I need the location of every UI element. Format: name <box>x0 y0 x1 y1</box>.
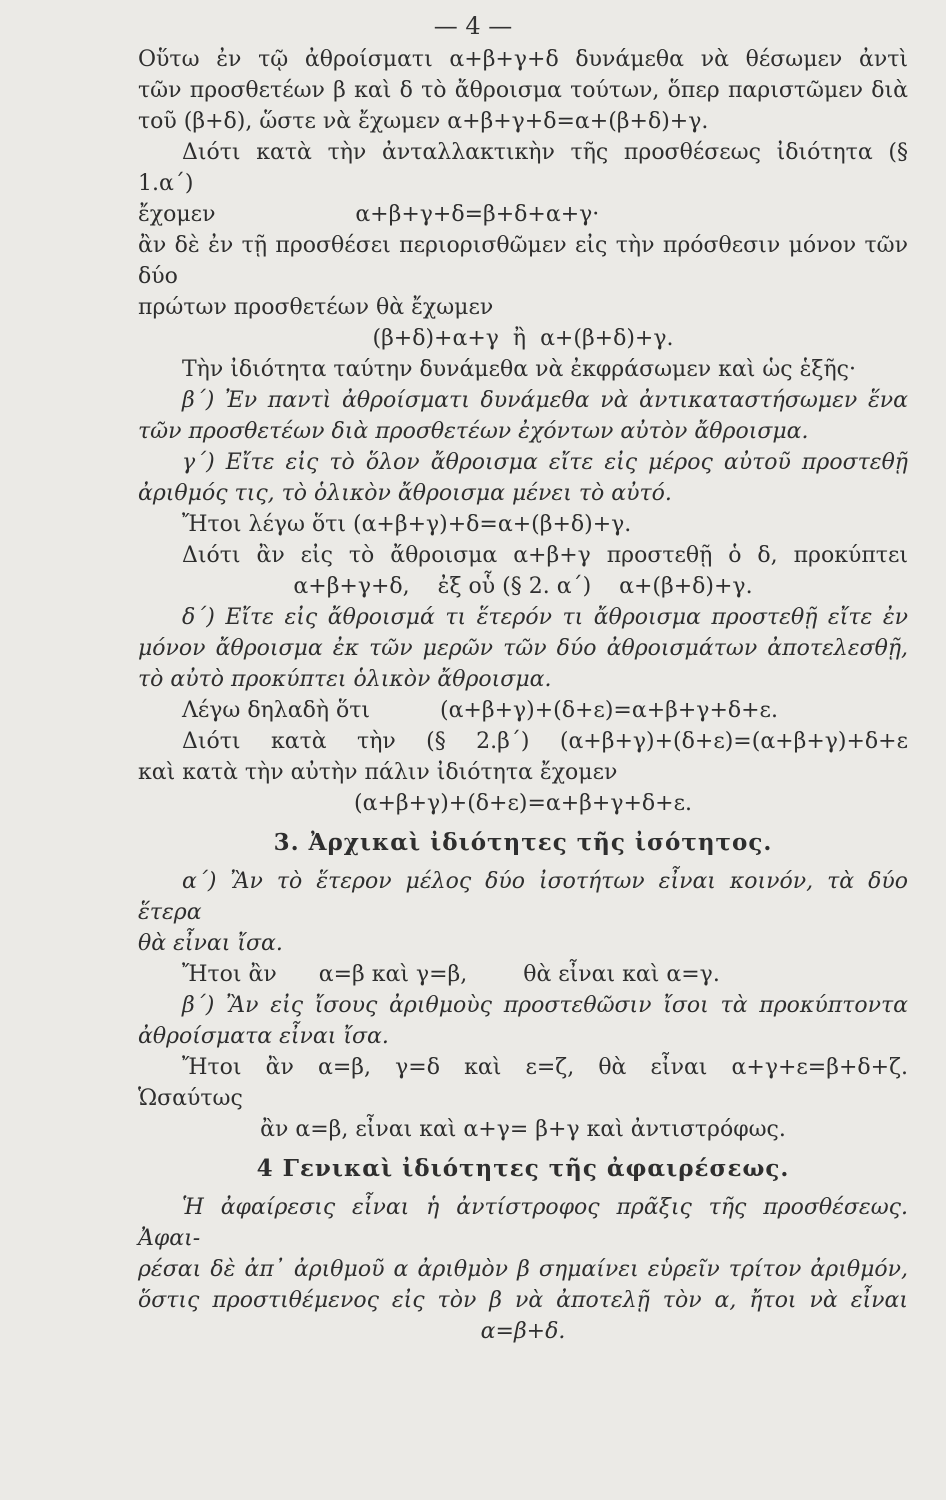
text-line: Οὕτω ἐν τῷ ἀθροίσματι α+β+γ+δ δυνάμεθα νὰ θέσωμεν ἀντὶ <box>138 47 908 72</box>
text-line: τῶν προσθετέων διὰ προσθετέων ἐχόντων αὐτὸν ἄθροισμα. <box>138 419 809 444</box>
equation-line: α=β+δ. <box>480 1319 566 1344</box>
text-line: θὰ εἶναι ἴσα. <box>138 931 283 956</box>
text-line: Ἤτοι λέγω ὅτι (α+β+γ)+δ=α+(β+δ)+γ. <box>182 512 632 537</box>
text-line: γ΄) Εἴτε εἰς τὸ ὅλον ἄθροισμα εἴτε εἰς μέρος αὐτοῦ προστεθῇ <box>182 450 908 475</box>
equation-line: ἂν α=β, εἶναι καὶ α+γ= β+γ καὶ ἀντιστρόφως. <box>260 1117 786 1142</box>
text-line: τὸ αὐτὸ προκύπτει ὁλικὸν ἄθροισμα. <box>138 667 552 692</box>
equation-line: α+β+γ+δ, ἐξ οὗ (§ 2. α΄) α+(β+δ)+γ. <box>293 574 753 599</box>
text-line: ἀριθμός τις, τὸ ὁλικὸν ἄθροισμα μένει τὸ αὐτό. <box>138 481 672 506</box>
text-line: καὶ κατὰ τὴν αὐτὴν πάλιν ἰδιότητα ἔχομεν <box>138 760 618 785</box>
text-line: Διότι κατὰ τὴν ἀνταλλακτικὴν τῆς προσθέσεως ἰδιότητα (§ 1.α΄) <box>138 140 908 196</box>
text-line: β΄) Ἐν παντὶ ἀθροίσματι δυνάμεθα νὰ ἀντικαταστήσωμεν ἕνα <box>182 388 908 413</box>
equation-line: (β+δ)+α+γ ἢ α+(β+δ)+γ. <box>372 326 674 351</box>
equation-line: (α+β+γ)+(δ+ε)=α+β+γ+δ+ε. <box>354 791 692 816</box>
text-line: δ΄) Εἴτε εἰς ἄθροισμά τι ἕτερόν τι ἄθροισμα προστεθῇ εἴτε ἐν <box>182 605 908 630</box>
text-line: Ὡσαύτως <box>138 1086 243 1111</box>
text-line: Λέγω δηλαδὴ ὅτι (α+β+γ)+(δ+ε)=α+β+γ+δ+ε. <box>182 698 778 723</box>
text-line: Τὴν ἰδιότητα ταύτην δυνάμεθα νὰ ἐκφράσωμεν καὶ ὡς ἑξῆς· <box>182 357 856 382</box>
text-line: β΄) Ἂν εἰς ἴσους ἀριθμοὺς προστεθῶσιν ἴσοι τὰ προκύπτοντα <box>182 993 908 1018</box>
text-line: μόνον ἄθροισμα ἐκ τῶν μερῶν τῶν δύο ἀθροισμάτων ἀποτελεσθῇ, <box>138 636 908 661</box>
page-number: — 4 — <box>433 12 513 40</box>
text-line: τῶν προσθετέων β καὶ δ τὸ ἄθροισμα τούτων, ὅπερ παριστῶμεν διὰ <box>138 78 908 103</box>
text-line: Διότι κατὰ τὴν (§ 2.β΄) (α+β+γ)+(δ+ε)=(α+β+γ)+δ+ε <box>182 729 908 754</box>
page-text <box>138 44 908 1347</box>
text-line: τοῦ (β+δ), ὥστε νὰ ἔχωμεν α+β+γ+δ=α+(β+δ)+γ. <box>138 109 709 134</box>
text-line: ὅστις προστιθέμενος εἰς τὸν β νὰ ἀποτελῇ τὸν α, ἤτοι νὰ εἶναι <box>138 1288 908 1313</box>
text-line: ρέσαι δὲ ἀπ᾽ ἀριθμοῦ α ἀριθμὸν β σημαίνει εὑρεῖν τρίτον ἀριθμόν, <box>138 1257 908 1282</box>
text-line: α΄) Ἂν τὸ ἕτερον μέλος δύο ἰσοτήτων εἶναι κοινόν, τὰ δύο ἕτερα <box>138 869 908 925</box>
equation-line: ἔχομεν α+β+γ+δ=β+δ+α+γ· <box>138 202 600 227</box>
text-line: Διότι ἂν εἰς τὸ ἄθροισμα α+β+γ προστεθῇ ὁ δ, προκύπτει <box>182 543 908 568</box>
text-line: Ἤτοι ἂν α=β, γ=δ καὶ ε=ζ, θὰ εἶναι α+γ+ε=β+δ+ζ. <box>182 1055 908 1080</box>
text-line: πρώτων προσθετέων θὰ ἔχωμεν <box>138 295 494 320</box>
text-line: ἀθροίσματα εἶναι ἴσα. <box>138 1024 389 1049</box>
section-heading-3: 3. Ἀρχικαὶ ἰδιότητες τῆς ἰσότητος. <box>273 829 773 856</box>
section-heading-4: 4 Γενικαὶ ἰδιότητες τῆς ἀφαιρέσεως. <box>256 1155 790 1182</box>
text-line: ἂν δὲ ἐν τῇ προσθέσει περιορισθῶμεν εἰς τὴν πρόσθεσιν μόνον τῶν δύο <box>138 233 908 289</box>
text-line: Ἡ ἀφαίρεσις εἶναι ἡ ἀντίστροφος πρᾶξις τῆς προσθέσεως. Ἀφαι- <box>138 1195 908 1251</box>
text-line: Ἤτοι ἂν α=β καὶ γ=β, θὰ εἶναι καὶ α=γ. <box>182 962 720 987</box>
